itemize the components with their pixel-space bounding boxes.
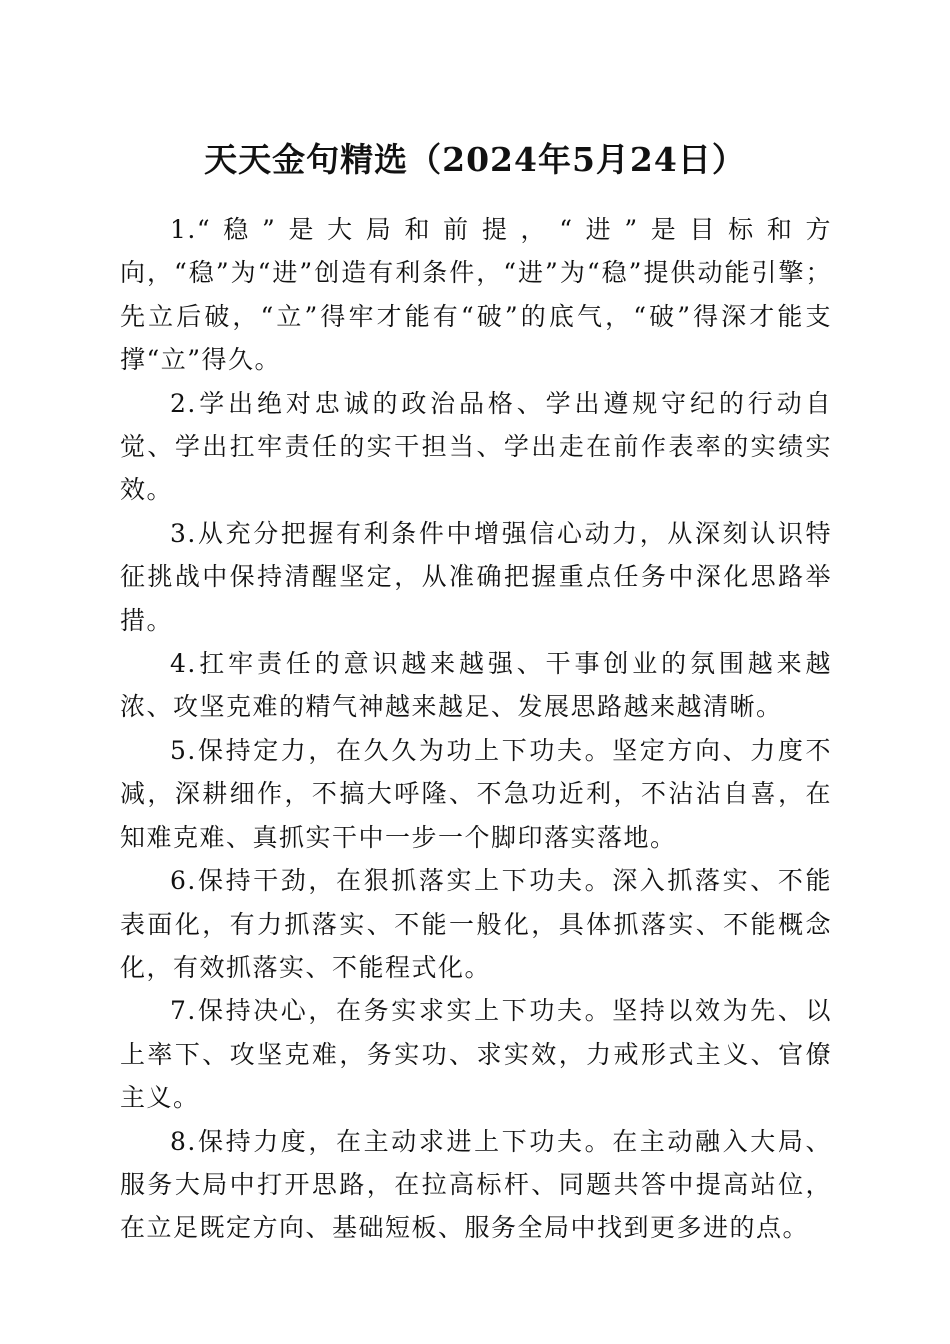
document-body — [120, 208, 832, 1250]
paragraph-8: 8.保持力度，在主动求进上下功夫。在主动融入大局、服务大局中打开思路，在拉高标杆、同题共答中提高站位，在立足既定方向、基础短板、服务全局中找到更多进的点。 — [120, 1126, 832, 1243]
paragraph-7: 7.保持决心，在务实求实上下功夫。坚持以效为先、以上率下、攻坚克难，务实功、求实效，力戒形式主义、官僚主义。 — [120, 996, 832, 1113]
paragraph-6: 6.保持干劲，在狠抓落实上下功夫。深入抓落实、不能表面化，有力抓落实、不能一般化，具体抓落实、不能概念化，有效抓落实、不能程式化。 — [120, 866, 832, 982]
paragraph-5: 5.保持定力，在久久为功上下功夫。坚定方向、力度不减，深耕细作，不搞大呼隆、不急功近利，不沾沾自喜，在知难克难、真抓实干中一步一个脚印落实落地。 — [120, 735, 832, 852]
paragraph-1: 1.“稳”是大局和前提，“进”是目标和方向，“稳”为“进”创造有利条件，“进”为“稳”提供动能引擎；先立后破，“立”得牢才能有“破”的底气，“破”得深才能支撑“立”得久。 — [120, 215, 832, 375]
paragraph-2: 2.学出绝对忠诚的政治品格、学出遵规守纪的行动自觉、学出扛牢责任的实干担当、学出走在前作表率的实绩实效。 — [120, 388, 832, 505]
document-title: 天天金句精选（2024年5月24日） — [204, 140, 746, 179]
paragraph-4: 4.扛牢责任的意识越来越强、干事创业的氛围越来越浓、攻坚克难的精气神越来越足、发展思路越来越清晰。 — [120, 649, 832, 722]
paragraph-3: 3.从充分把握有利条件中增强信心动力，从深刻认识特征挑战中保持清醒坚定，从准确把握重点任务中深化思路举措。 — [120, 518, 832, 635]
